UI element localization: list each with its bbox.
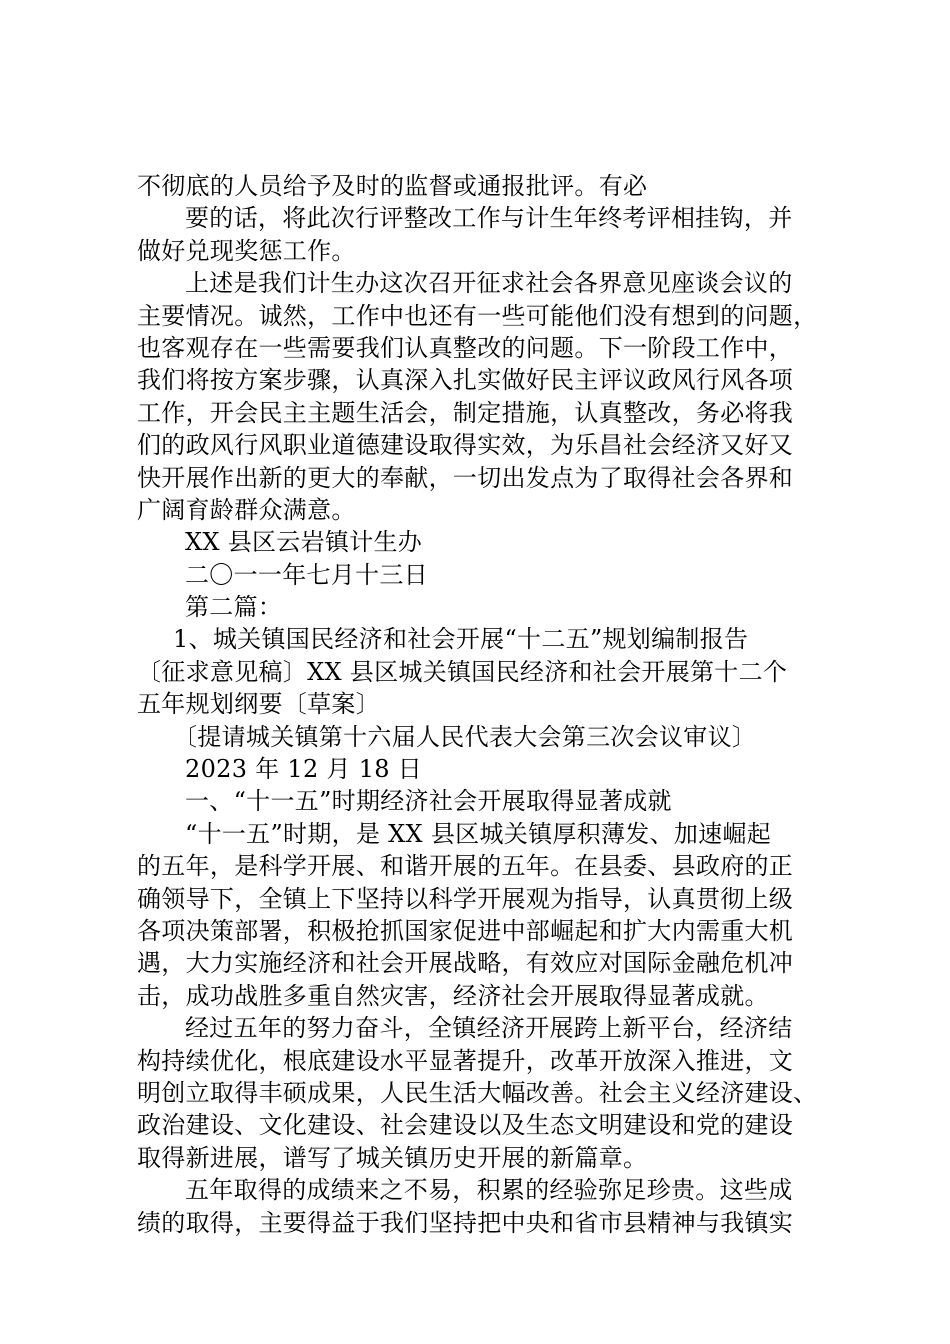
text-line: 五年规划纲要〔草案〕	[137, 690, 380, 719]
text-line: 的五年，是科学开展、和谐开展的五年。在县委、县政府的正	[137, 852, 794, 881]
text-line: 经过五年的努力奋斗，全镇经济开展跨上新平台，经济结	[185, 1014, 793, 1043]
text-line: 明创立取得丰硕成果，人民生活大幅改善。社会主义经济建设、	[137, 1078, 818, 1107]
text-line: 第二篇：	[185, 593, 283, 622]
text-line: 我们将按方案步骤，认真深入扎实做好民主评议政风行风各项	[137, 366, 794, 395]
text-line: 遇，大力实施经济和社会开展战略，有效应对国际金融危机冲	[137, 949, 794, 978]
text-line: 击，成功战胜多重自然灾害，经济社会开展取得显著成就。	[137, 981, 769, 1010]
text-line: 二〇一一年七月十三日	[185, 560, 428, 589]
text-line: 上述是我们计生办这次召开征求社会各界意见座谈会议的	[185, 269, 793, 298]
text-line: 〔征求意见稿〕XX 县区城关镇国民经济和社会开展第十二个	[137, 657, 788, 686]
text-line: 各项决策部署，积极抢抓国家促进中部崛起和扩大内需重大机	[137, 916, 794, 945]
text-line: 做好兑现奖惩工作。	[137, 236, 356, 265]
text-line: 工作，开会民主主题生活会，制定措施，认真整改，务必将我	[137, 398, 794, 427]
text-line: 政治建设、文化建设、社会建设以及生态文明建设和党的建设	[137, 1111, 794, 1140]
text-line: 1、城关镇国民经济和社会开展“十二五”规划编制报告	[173, 625, 749, 654]
text-line: 不彻底的人员给予及时的监督或通报批评。有必	[137, 172, 648, 200]
text-line: 广阔育龄群众满意。	[137, 495, 356, 524]
text-line: 要的话，将此次行评整改工作与计生年终考评相挂钩，并	[185, 204, 793, 233]
text-line: 快开展作出新的更大的奉献，一切出发点为了取得社会各界和	[137, 463, 794, 492]
text-line: 确领导下，全镇上下坚持以科学开展观为指导，认真贯彻上级	[137, 884, 794, 913]
text-line: “十一五”时期，是 XX 县区城关镇厚积薄发、加速崛起	[185, 819, 772, 848]
text-line: 〔提请城关镇第十六届人民代表大会第三次会议审议〕	[173, 722, 757, 751]
text-line: 2023 年 12 月 18 日	[185, 755, 423, 784]
text-line: 绩的取得，主要得益于我们坚持把中央和省市县精神与我镇实	[137, 1208, 794, 1237]
text-line: 取得新进展，谱写了城关镇历史开展的新篇章。	[137, 1143, 648, 1172]
text-line: 五年取得的成绩来之不易，积累的经验弥足珍贵。这些成	[185, 1176, 793, 1205]
text-line: XX 县区云岩镇计生办	[185, 528, 423, 557]
text-line: 也客观存在一些需要我们认真整改的问题。下一阶段工作中，	[137, 333, 794, 362]
text-line: 们的政风行风职业道德建设取得实效，为乐昌社会经济又好又	[137, 431, 794, 460]
text-line: 一、“十一五”时期经济社会开展取得显著成就	[185, 787, 672, 816]
text-line: 构持续优化，根底建设水平显著提升，改革开放深入推进，文	[137, 1046, 794, 1075]
document-body	[137, 170, 847, 1239]
text-line: 主要情况。诚然，工作中也还有一些可能他们没有想到的问题，	[137, 301, 818, 330]
